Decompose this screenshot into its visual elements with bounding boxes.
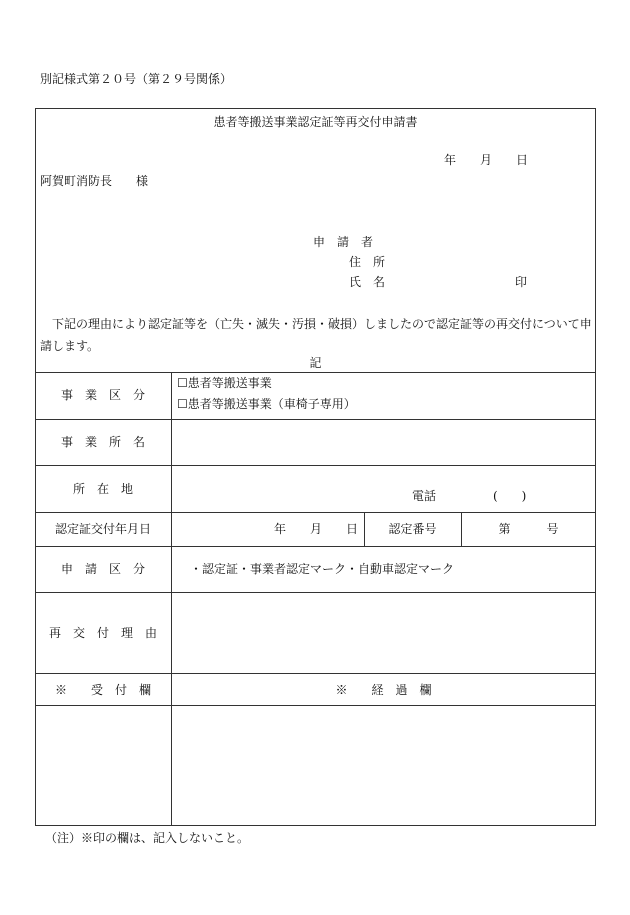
business-option-wheelchair[interactable]: ☐患者等搬送事業（車椅子専用） (177, 397, 356, 411)
form-title: 患者等搬送事業認定証等再交付申請書 (213, 115, 418, 129)
business-option-standard[interactable]: ☐患者等搬送事業 (177, 376, 272, 390)
location-label: 所 在 地 (72, 482, 133, 496)
date-field[interactable]: 年 月 日 (444, 153, 529, 167)
name-label: 氏 名 (349, 275, 386, 289)
table-rule (35, 705, 596, 706)
phone-area-code[interactable]: ( ) (493, 489, 527, 503)
addressee: 阿賀町消防長 様 (40, 174, 149, 188)
cert-number-field[interactable]: 第 号 (498, 522, 559, 536)
office-name-input[interactable] (172, 420, 595, 464)
table-rule (35, 512, 596, 513)
application-statement: 下記の理由により認定証等を（亡失・滅失・汚損・破損）しましたので認定証等の再交付について申請します。 (40, 317, 592, 353)
location-input[interactable] (172, 466, 595, 490)
cert-number-label: 認定番号 (388, 522, 437, 536)
reason-input[interactable] (172, 593, 595, 672)
applicant-label: 申 請 者 (313, 235, 374, 249)
issue-date-label: 認定証交付年月日 (54, 522, 151, 536)
table-top-rule (35, 372, 596, 373)
issue-date-field[interactable]: 年 月 日 (274, 522, 359, 536)
reception-column-header: ※ 受 付 欄 (54, 683, 151, 697)
footnote: （注）※印の欄は、記入しないこと。 (45, 831, 250, 845)
table-rule (35, 546, 596, 547)
phone-label: 電話 (412, 489, 437, 503)
request-category-label: 申 請 区 分 (60, 562, 145, 576)
office-name-label: 事 業 所 名 (60, 435, 145, 449)
business-category-label: 事 業 区 分 (60, 388, 145, 402)
request-category-options[interactable]: ・認定証・事業者認定マーク・自動車認定マーク (190, 562, 455, 576)
form-number: 別記様式第２０号（第２９号関係） (40, 72, 233, 86)
progress-column-header: ※ 経 過 欄 (335, 683, 432, 697)
table-rule (35, 673, 596, 674)
ki-notation: 記 (309, 356, 322, 370)
address-label: 住 所 (349, 255, 386, 269)
reason-label: 再 交 付 理 由 (48, 626, 157, 640)
seal-mark: 印 (515, 275, 528, 289)
